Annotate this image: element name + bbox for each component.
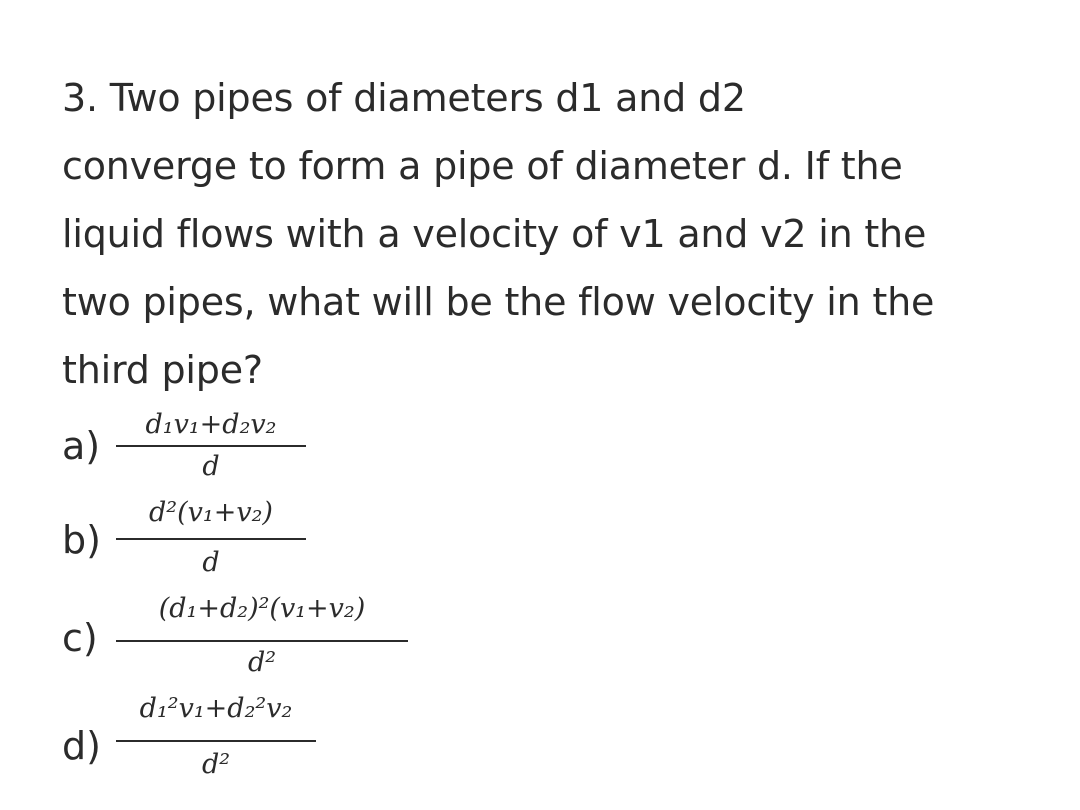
formula-numerator: d₁v₁+d₂v₂ bbox=[145, 409, 277, 440]
formula-denominator: d² bbox=[201, 749, 231, 780]
option-label: c) bbox=[62, 616, 98, 660]
option-label: a) bbox=[62, 424, 101, 468]
formula-denominator: d bbox=[202, 451, 220, 482]
fraction-bar bbox=[116, 740, 316, 742]
question-line: liquid flows with a velocity of v1 and v2 in the bbox=[62, 212, 927, 256]
option-d[interactable] bbox=[62, 688, 342, 788]
option-formula bbox=[116, 590, 408, 682]
option-label: b) bbox=[62, 518, 101, 562]
question-line: third pipe? bbox=[62, 348, 263, 392]
option-formula bbox=[116, 496, 306, 586]
question-line: converge to form a pipe of diameter d. If the bbox=[62, 144, 903, 188]
option-a[interactable] bbox=[62, 410, 322, 490]
formula-denominator: d bbox=[202, 547, 220, 578]
question-text bbox=[62, 64, 1052, 404]
fraction-bar bbox=[116, 538, 306, 540]
question-line: two pipes, what will be the flow velocity in the bbox=[62, 280, 935, 324]
option-formula bbox=[116, 410, 306, 490]
fraction-bar bbox=[116, 445, 306, 447]
formula-numerator: (d₁+d₂)²(v₁+v₂) bbox=[158, 593, 366, 624]
question-line: 3. Two pipes of diameters d1 and d2 bbox=[62, 76, 746, 120]
formula-numerator: d²(v₁+v₂) bbox=[149, 497, 273, 528]
formula-denominator: d² bbox=[247, 647, 277, 678]
option-b[interactable] bbox=[62, 496, 322, 586]
option-c[interactable] bbox=[62, 590, 422, 682]
option-label: d) bbox=[62, 724, 101, 768]
option-formula bbox=[116, 688, 316, 788]
fraction-bar bbox=[116, 640, 408, 642]
formula-numerator: d₁²v₁+d₂²v₂ bbox=[139, 693, 293, 724]
